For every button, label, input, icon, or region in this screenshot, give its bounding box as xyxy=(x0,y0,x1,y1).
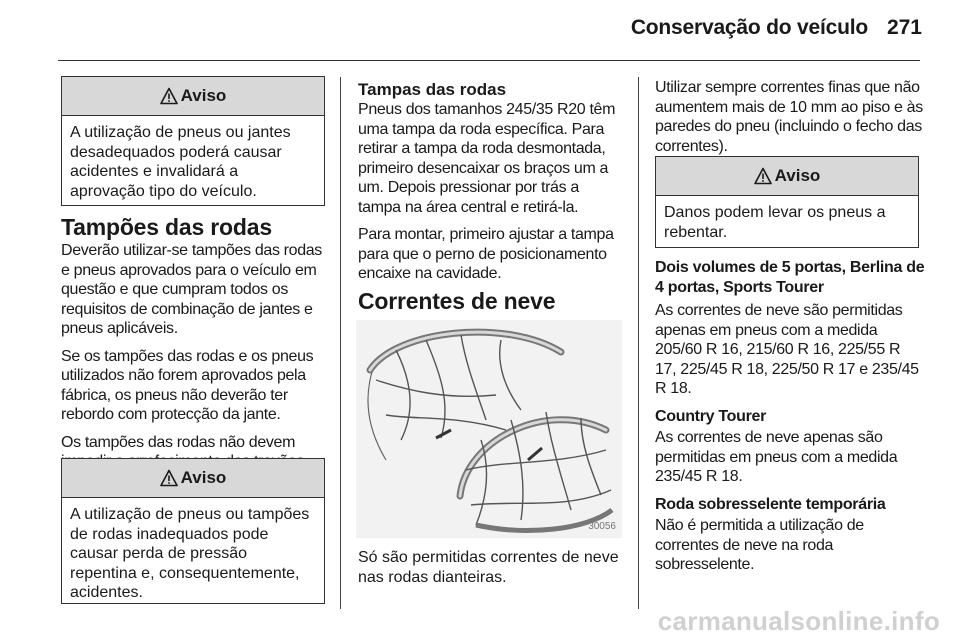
column-divider-1 xyxy=(340,77,341,609)
warning-text: A utilização de pneus ou tampões de rodas inadequados pode causar perda de pressão repentina e, consequentemente, acidentes. xyxy=(70,506,310,601)
watermark: carmanualsonline.info xyxy=(657,606,940,636)
chain-links-lower xyxy=(466,412,611,525)
warning-triangle-icon xyxy=(754,167,772,185)
subheading: Dois volumes de 5 portas, Berlina de 4 portas, Sports Tourer xyxy=(655,259,925,296)
paragraph: Não é permitida a utilização de correntes de neve na roda sobresselente. xyxy=(655,517,864,573)
snow-chain-drawing xyxy=(356,320,622,538)
warning-title: Aviso xyxy=(774,166,821,185)
wheel-covers-section xyxy=(358,80,624,292)
paragraph: Pneus dos tamanhos 245/35 R20 têm uma tampa da roda específica. Para retirar a tampa da roda desmontada, primeiro desencaixar os braços um a um. Depois pressionar por trás a tampa na área central e retirá-la. xyxy=(358,101,616,216)
header-divider xyxy=(58,60,920,61)
page-number: 271 xyxy=(886,16,922,39)
warning-text: A utilização de pneus ou jantes desadequados poderá causar acidentes e invalidará a aprovação tipo do veículo. xyxy=(70,124,291,200)
paragraph: Se os tampões das rodas e os pneus utilizados não forem aprovados pela fábrica, os pneus não deverão ter rebordo com protecção da jante. xyxy=(61,347,314,423)
chain-requirements-block xyxy=(655,78,923,164)
warning-box xyxy=(61,458,325,604)
chain-track-upper xyxy=(370,332,561,370)
chain-track-lower xyxy=(460,420,606,496)
figure-code: 30056 xyxy=(588,521,616,532)
warning-box xyxy=(655,156,919,248)
paragraph: As correntes de neve apenas são permitidas em pneus com a medida 235/45 R 18. xyxy=(655,429,898,485)
section-heading: Tampões das rodas xyxy=(61,214,272,240)
warning-title: Aviso xyxy=(180,468,227,487)
snow-chains-illustration xyxy=(356,320,622,538)
paragraph: Para montar, primeiro ajustar a tampa para que o perno de posicionamento encaixe na cavidade. xyxy=(358,226,614,282)
subheading: Roda sobresselente temporária xyxy=(655,495,886,513)
snow-chains-heading-block xyxy=(358,288,624,315)
figure-caption xyxy=(358,548,624,595)
warning-header xyxy=(62,77,324,116)
paragraph: Deverão utilizar-se tampões das rodas e pneus aprovados para o veículo em questão e que cumpram todos os requisitos de combinação de jantes e pneus aplicáveis. xyxy=(61,242,322,337)
warning-triangle-icon xyxy=(160,87,178,105)
caption: Só são permitidas correntes de neve nas rodas dianteiras. xyxy=(358,549,619,586)
section-title: Conservação do veículo xyxy=(630,16,868,39)
column-divider-2 xyxy=(638,77,639,609)
wheel-trims-section xyxy=(61,214,331,480)
paragraph: Utilizar sempre correntes finas que não aumentem mais de 10 mm ao piso e às paredes do pneu (incluindo o fecho das correntes). xyxy=(655,79,923,155)
warning-title: Aviso xyxy=(180,86,227,105)
paragraph: As correntes de neve são permitidas apenas em pneus com a medida 205/60 R 16, 215/60 R 16, 225/55 R 17, 225/45 R 18, 225/50 R 17 e 235/45 R 18. xyxy=(655,302,919,397)
subheading: Country Tourer xyxy=(655,407,767,425)
section-heading: Tampas das rodas xyxy=(358,80,507,99)
warning-box xyxy=(61,76,325,206)
warning-text: Danos podem levar os pneus a rebentar. xyxy=(664,204,886,241)
section-heading: Correntes de neve xyxy=(358,288,556,314)
paragraph: Os tampões das rodas não devem xyxy=(61,433,296,451)
warning-triangle-icon xyxy=(160,469,178,487)
warning-header xyxy=(656,157,918,196)
warning-header xyxy=(62,459,324,498)
tyre-sizes-block xyxy=(655,258,925,583)
